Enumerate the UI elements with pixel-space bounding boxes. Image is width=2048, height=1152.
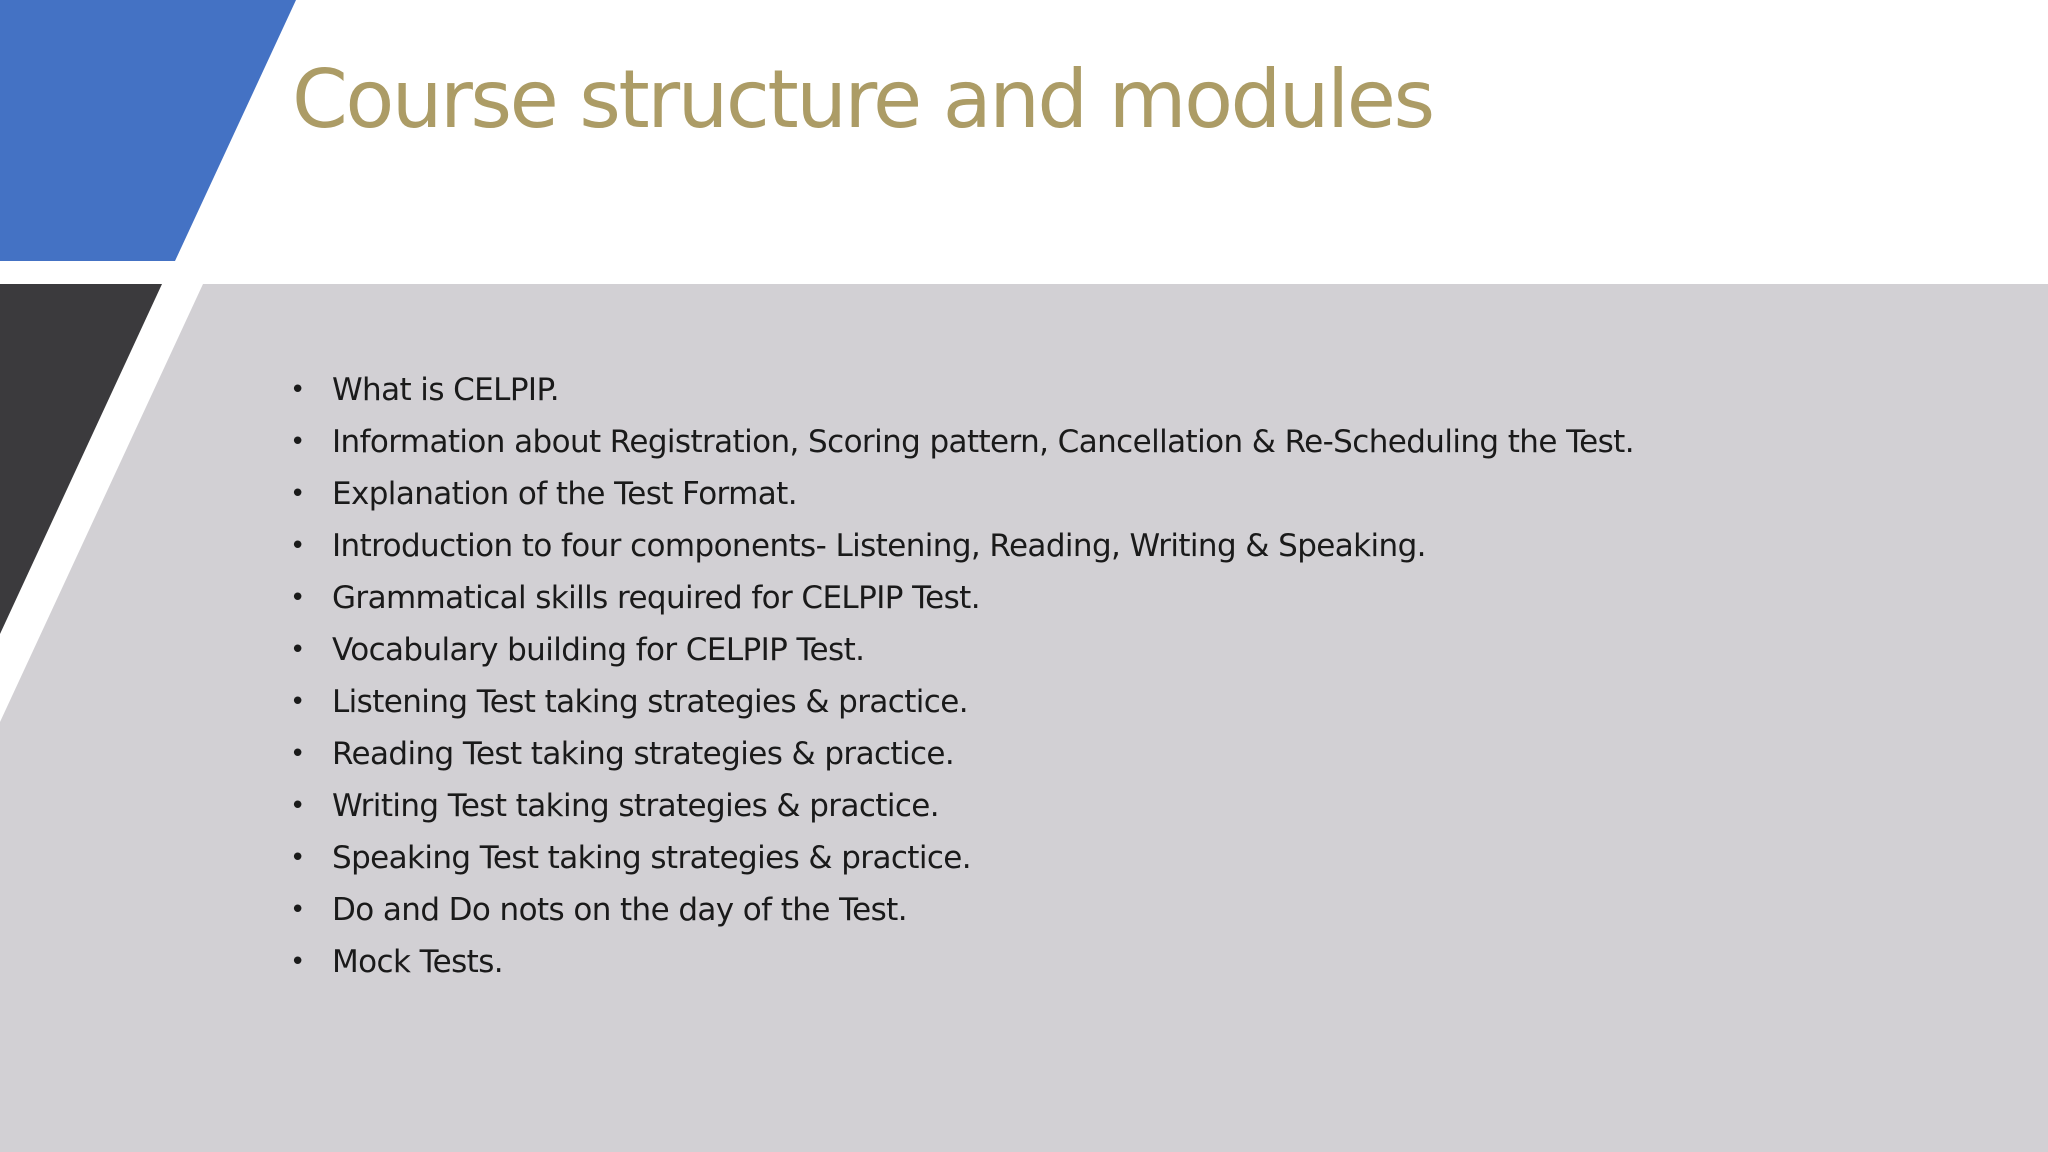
list-item — [290, 884, 1634, 936]
list-item — [290, 624, 1634, 676]
list-item — [290, 936, 1634, 988]
blue-accent-shape — [0, 0, 296, 261]
list-item-text: Do and Do nots on the day of the Test. — [332, 892, 907, 928]
list-item-text: Writing Test taking strategies & practice. — [332, 788, 940, 824]
list-item — [290, 468, 1634, 520]
bullet-icon: • — [290, 739, 305, 769]
list-item-text: Introduction to four components- Listening, Reading, Writing & Speaking. — [332, 528, 1426, 564]
slide-title: Course structure and modules — [292, 53, 1433, 146]
list-item — [290, 572, 1634, 624]
list-item-text: Reading Test taking strategies & practice. — [332, 736, 955, 772]
list-item-text: Listening Test taking strategies & practice. — [332, 684, 968, 720]
list-item-text: Information about Registration, Scoring pattern, Cancellation & Re-Scheduling the Test. — [332, 424, 1634, 460]
bullet-icon: • — [290, 843, 305, 873]
list-item-text: What is CELPIP. — [332, 372, 559, 408]
bullet-icon: • — [290, 375, 305, 405]
bullet-icon: • — [290, 947, 305, 977]
course-module-list — [290, 364, 1634, 988]
list-item — [290, 520, 1634, 572]
bullet-icon: • — [290, 479, 305, 509]
bullet-icon: • — [290, 427, 305, 457]
bullet-icon: • — [290, 635, 305, 665]
list-item-text: Explanation of the Test Format. — [332, 476, 797, 512]
list-item — [290, 364, 1634, 416]
list-item-text: Mock Tests. — [332, 944, 504, 980]
list-item-text: Speaking Test taking strategies & practice. — [332, 840, 972, 876]
bullet-icon: • — [290, 791, 305, 821]
bullet-icon: • — [290, 687, 305, 717]
list-item — [290, 780, 1634, 832]
bullet-icon: • — [290, 583, 305, 613]
list-item — [290, 676, 1634, 728]
bullet-icon: • — [290, 531, 305, 561]
list-item — [290, 832, 1634, 884]
list-item-text: Vocabulary building for CELPIP Test. — [332, 632, 865, 668]
list-item — [290, 728, 1634, 780]
list-item — [290, 416, 1634, 468]
list-item-text: Grammatical skills required for CELPIP Test. — [332, 580, 980, 616]
bullet-icon: • — [290, 895, 305, 925]
